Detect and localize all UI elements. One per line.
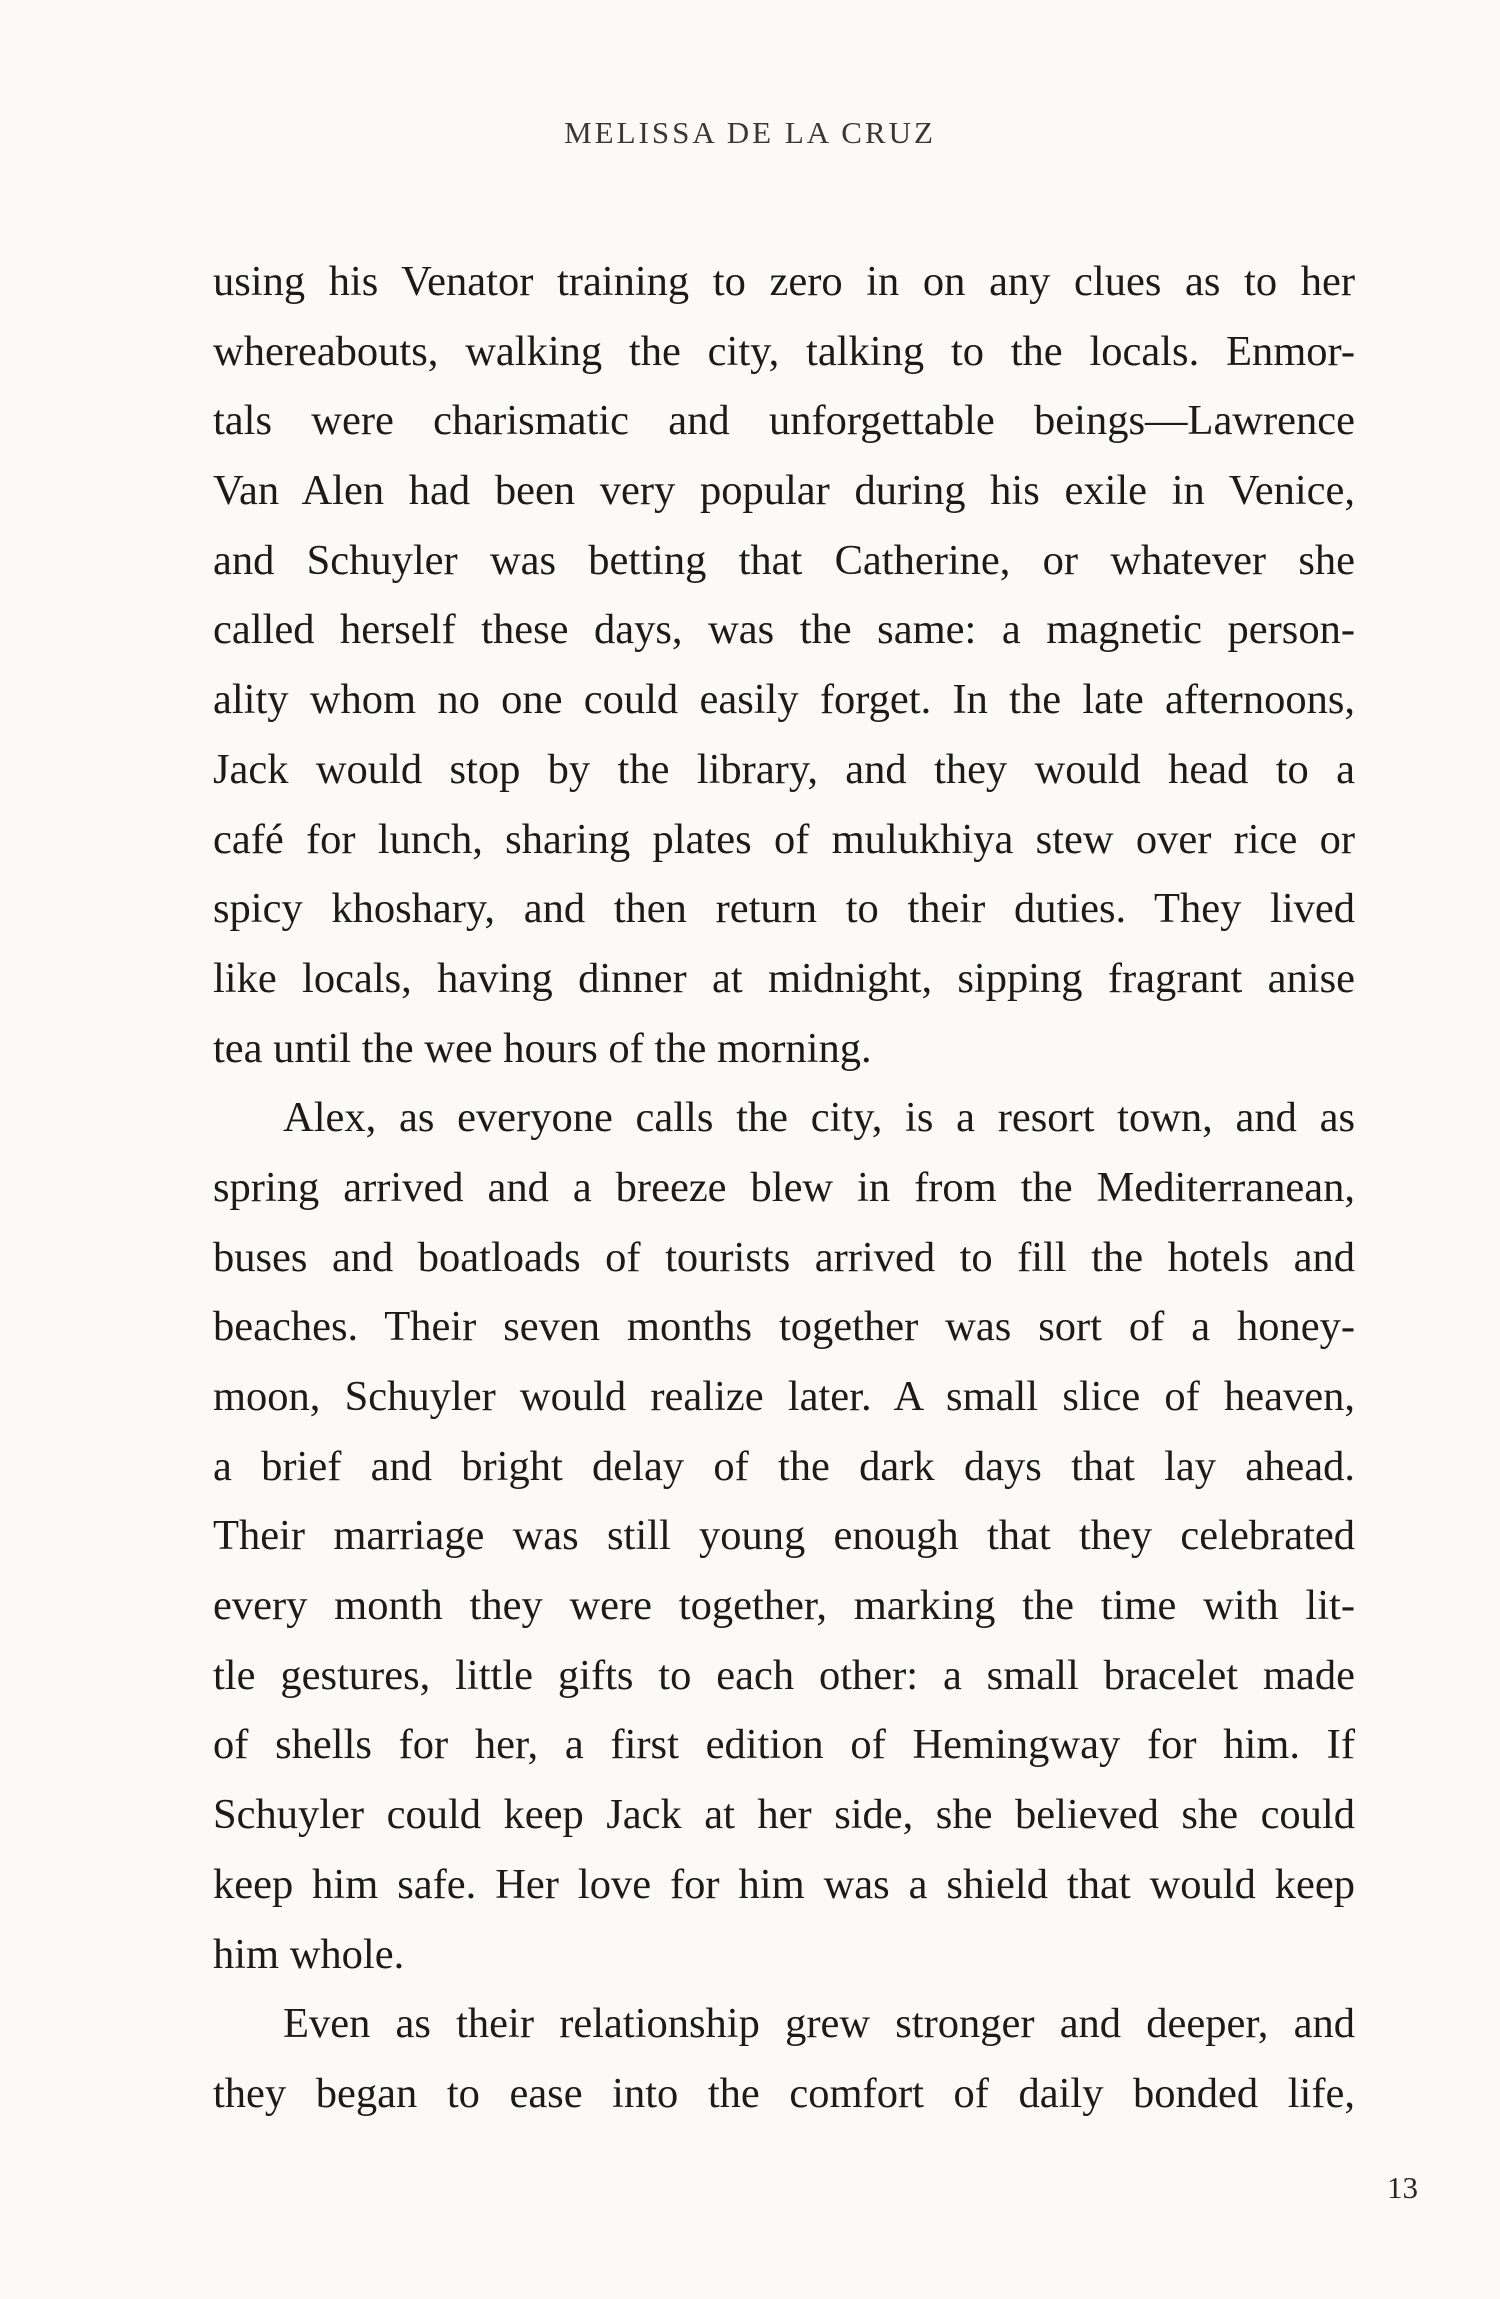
page-number: 13 <box>1387 2170 1418 2205</box>
text-line: called herself these days, was the same: a magnetic person- <box>213 606 1355 654</box>
text-line: spring arrived and a breeze blew in from the Mediterranean, <box>213 1163 1355 1211</box>
text-line: Van Alen had been very popular during his exile in Venice, <box>213 467 1355 515</box>
text-line: café for lunch, sharing plates of mulukhiya stew over rice or <box>213 815 1355 863</box>
text-line: moon, Schuyler would realize later. A small slice of heaven, <box>213 1373 1355 1420</box>
text-line: buses and boatloads of tourists arrived to fill the hotels and <box>213 1233 1355 1281</box>
running-head: MELISSA DE LA CRUZ <box>564 115 936 150</box>
text-line: tea until the wee hours of the morning. <box>213 1024 872 1072</box>
text-line: Their marriage was still young enough that they celebrated <box>213 1512 1355 1560</box>
paragraph-start-line: Even as their relationship grew stronger and deeper, and <box>283 2000 1355 2048</box>
text-line: him whole. <box>213 1930 405 1978</box>
text-line: ality whom no one could easily forget. In the late afternoons, <box>213 676 1355 724</box>
text-line: tle gestures, little gifts to each other: a small bracelet made <box>213 1651 1355 1699</box>
text-line: beaches. Their seven months together was sort of a honey- <box>213 1303 1355 1351</box>
text-line: spicy khoshary, and then return to their duties. They lived <box>213 885 1355 933</box>
text-line: like locals, having dinner at midnight, sipping fragrant anise <box>213 954 1355 1002</box>
text-line: whereabouts, walking the city, talking to the locals. Enmor- <box>213 327 1355 375</box>
text-line: and Schuyler was betting that Catherine, or whatever she <box>213 536 1355 584</box>
text-line: Schuyler could keep Jack at her side, she believed she could <box>213 1791 1355 1839</box>
text-line: keep him safe. Her love for him was a shield that would keep <box>213 1860 1355 1908</box>
paragraph-start-line: Alex, as everyone calls the city, is a resort town, and as <box>283 1094 1355 1142</box>
text-line: a brief and bright delay of the dark days that lay ahead. <box>213 1442 1355 1490</box>
text-line: every month they were together, marking the time with lit- <box>213 1582 1355 1630</box>
text-line: they began to ease into the comfort of daily bonded life, <box>213 2069 1355 2117</box>
text-line: of shells for her, a first edition of Hemingway for him. If <box>213 1721 1355 1769</box>
text-line: using his Venator training to zero in on any clues as to her <box>213 258 1355 305</box>
body-text <box>213 247 1355 2129</box>
text-line: Jack would stop by the library, and they would head to a <box>213 745 1355 793</box>
text-line: tals were charismatic and unforgettable beings—Lawrence <box>213 397 1355 445</box>
